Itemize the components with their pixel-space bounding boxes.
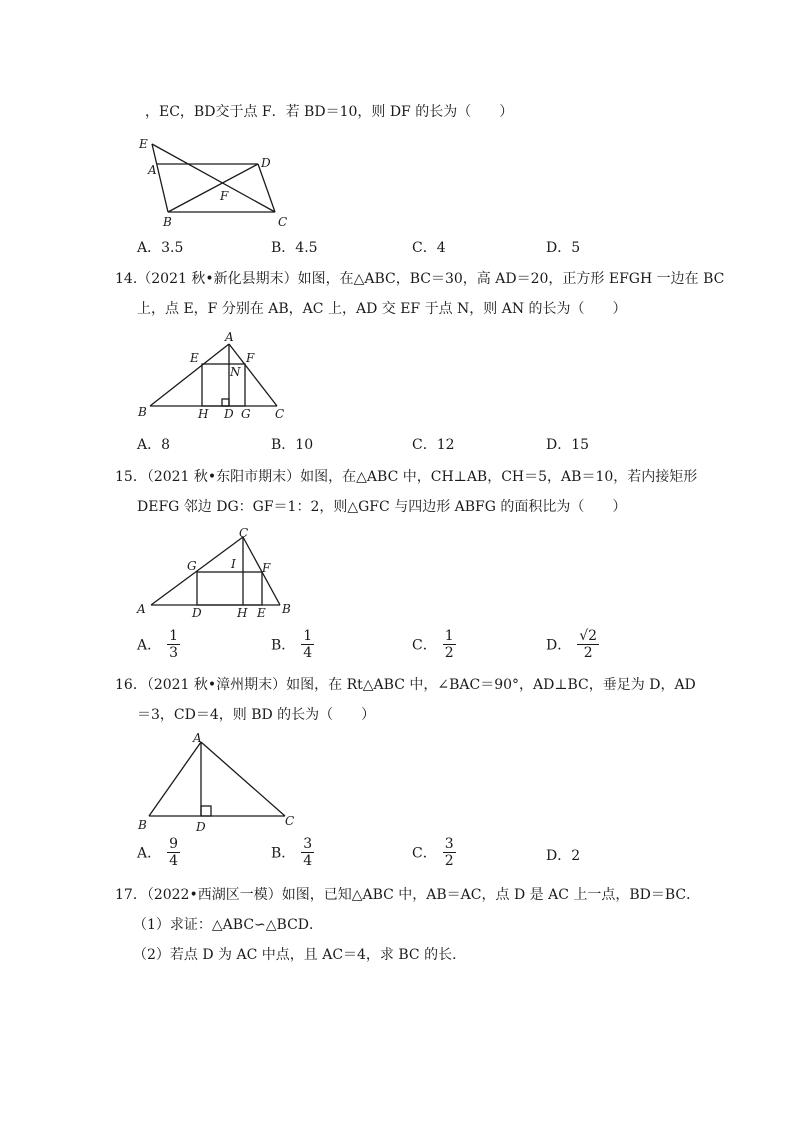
q13-figure [135, 130, 300, 229]
q16-option-b[interactable] [271, 836, 314, 869]
q14-option-d[interactable]: D．15 [546, 437, 590, 453]
q16-option-a-numerator: 9 [169, 836, 179, 852]
q13-option-c[interactable]: C．4 [412, 240, 446, 256]
q13-label-d: D [261, 156, 271, 170]
q15-option-b[interactable] [271, 628, 314, 661]
q13-label-a: A [148, 163, 157, 177]
q16-label-b: B [138, 818, 147, 832]
q14-label-d: D [224, 407, 234, 421]
q13-label-f: F [220, 189, 229, 203]
q15-option-b-numerator: 1 [303, 628, 313, 644]
q16-option-a-fraction [167, 836, 180, 869]
q17-part2: （2）若点 D 为 AC 中点，且 AC＝4，求 BC 的长． [133, 947, 467, 963]
q13-option-b[interactable]: B．4.5 [271, 240, 318, 256]
q15-option-b-label: B． [271, 637, 296, 654]
q15-label-g: G [187, 559, 197, 573]
q16-stem-line2: ＝3，CD＝4，则 BD 的长为（ ） [137, 707, 376, 723]
q14-option-a[interactable]: A．8 [137, 437, 171, 453]
q16-option-c-label: C． [412, 845, 437, 862]
q13-option-d[interactable]: D．5 [546, 240, 581, 256]
q15-option-a-fraction [167, 628, 180, 661]
q13-edge-dc [258, 164, 275, 212]
q15-option-c-label: C． [412, 637, 437, 654]
q13-edge-bd [168, 164, 258, 212]
q15-label-a: A [137, 602, 146, 616]
q14-stem-line2: 上，点 E，F 分别在 AB，AC 上，AD 交 EF 于点 N，则 AN 的长为（ ） [137, 301, 627, 317]
q15-options [137, 628, 737, 668]
q16-stem-line1: 16．（2021 秋•漳州期末）如图，在 Rt△ABC 中，∠BAC＝90°，AD⊥BC，垂足为 D，AD [115, 677, 696, 693]
q16-option-b-denominator: 4 [303, 853, 313, 869]
q15-option-d[interactable] [546, 628, 599, 661]
q15-option-d-label: D． [546, 637, 572, 654]
q16-label-d: D [196, 820, 206, 834]
q16-option-d[interactable]: D．2 [546, 848, 581, 864]
q15-rect-defg [197, 572, 262, 605]
q15-label-e: E [257, 606, 266, 620]
q16-label-c: C [285, 814, 295, 828]
q14-option-c[interactable]: C．12 [412, 437, 455, 453]
q14-label-a: A [225, 330, 234, 344]
q17-stem-line1: 17．（2022•西湖区一模）如图，已知△ABC 中，AB＝AC，点 D 是 AC 上一点，BD＝BC． [115, 887, 701, 903]
q14-label-n: N [230, 365, 241, 379]
q15-option-d-numerator: √2 [579, 628, 598, 644]
q16-figure [135, 728, 300, 836]
q14-options [137, 433, 737, 457]
q14-figure [135, 330, 295, 425]
q15-option-c[interactable] [412, 628, 456, 661]
q16-option-a-label: A． [137, 845, 162, 862]
q14-right-angle-mark [222, 399, 229, 406]
q15-figure [135, 525, 300, 620]
q15-label-f: F [262, 561, 271, 575]
q14-stem-line1: 14.（2021 秋•新化县期末）如图，在△ABC，BC＝30，高 AD＝20，正方形 EFGH 一边在 BC [115, 271, 725, 287]
q16-option-b-numerator: 3 [303, 836, 313, 852]
q15-option-a[interactable] [137, 628, 180, 661]
q13-edge-be [152, 144, 168, 212]
q15-option-d-denominator: 2 [583, 645, 593, 661]
q15-label-c: C [239, 526, 249, 540]
q16-edge-ab [149, 742, 201, 816]
q14-option-b[interactable]: B．10 [271, 437, 314, 453]
q13-options [137, 236, 737, 260]
q16-label-a: A [193, 731, 202, 745]
q15-label-d: D [192, 606, 202, 620]
q16-option-c-fraction [443, 836, 456, 869]
q16-option-a[interactable] [137, 836, 180, 869]
q17-part1: （1）求证：△ABC∽△BCD． [133, 917, 324, 933]
q13-label-e: E [139, 137, 148, 151]
q15-option-b-fraction [301, 628, 314, 661]
q15-label-i: I [231, 557, 236, 571]
q15-label-h: H [237, 606, 248, 620]
q15-stem-line2: DEFG 邻边 DG：GF＝1：2，则△GFC 与四边形 ABFG 的面积比为（ ） [137, 499, 627, 515]
q15-option-b-denominator: 4 [303, 645, 313, 661]
q13-label-b: B [163, 215, 172, 229]
q14-label-f: F [246, 351, 255, 365]
q16-right-angle-mark [201, 806, 211, 816]
q15-option-d-fraction [577, 628, 599, 661]
q16-edge-ac [201, 742, 285, 816]
q16-options [137, 836, 737, 876]
q13-edge-ec [152, 144, 275, 212]
q15-label-b: B [282, 602, 291, 616]
q14-label-g: G [241, 407, 251, 421]
q15-stem-line1: 15．（2021 秋•东阳市期末）如图，在△ABC 中，CH⊥AB，CH＝5，AB＝10，若内接矩形 [115, 469, 698, 485]
q16-option-c-numerator: 3 [444, 836, 454, 852]
q13-label-c: C [278, 215, 288, 229]
q16-option-c-denominator: 2 [444, 853, 454, 869]
q16-option-a-denominator: 4 [169, 853, 179, 869]
q15-option-c-fraction [443, 628, 456, 661]
q15-option-a-numerator: 1 [169, 628, 179, 644]
q16-option-b-fraction [301, 836, 314, 869]
q14-label-b: B [138, 405, 147, 419]
q13-option-a[interactable]: A．3.5 [137, 240, 184, 256]
q15-option-c-denominator: 2 [444, 645, 454, 661]
q14-label-e: E [190, 351, 199, 365]
q15-option-c-numerator: 1 [444, 628, 454, 644]
q14-label-h: H [198, 407, 209, 421]
q16-option-b-label: B． [271, 845, 296, 862]
q16-option-c[interactable] [412, 836, 456, 869]
q15-option-a-label: A． [137, 637, 162, 654]
q15-option-a-denominator: 3 [169, 645, 179, 661]
q13-stem: ，EC，BD交于点 F．若 BD＝10，则 DF 的长为（ ） [145, 104, 514, 120]
q14-label-c: C [275, 407, 285, 421]
